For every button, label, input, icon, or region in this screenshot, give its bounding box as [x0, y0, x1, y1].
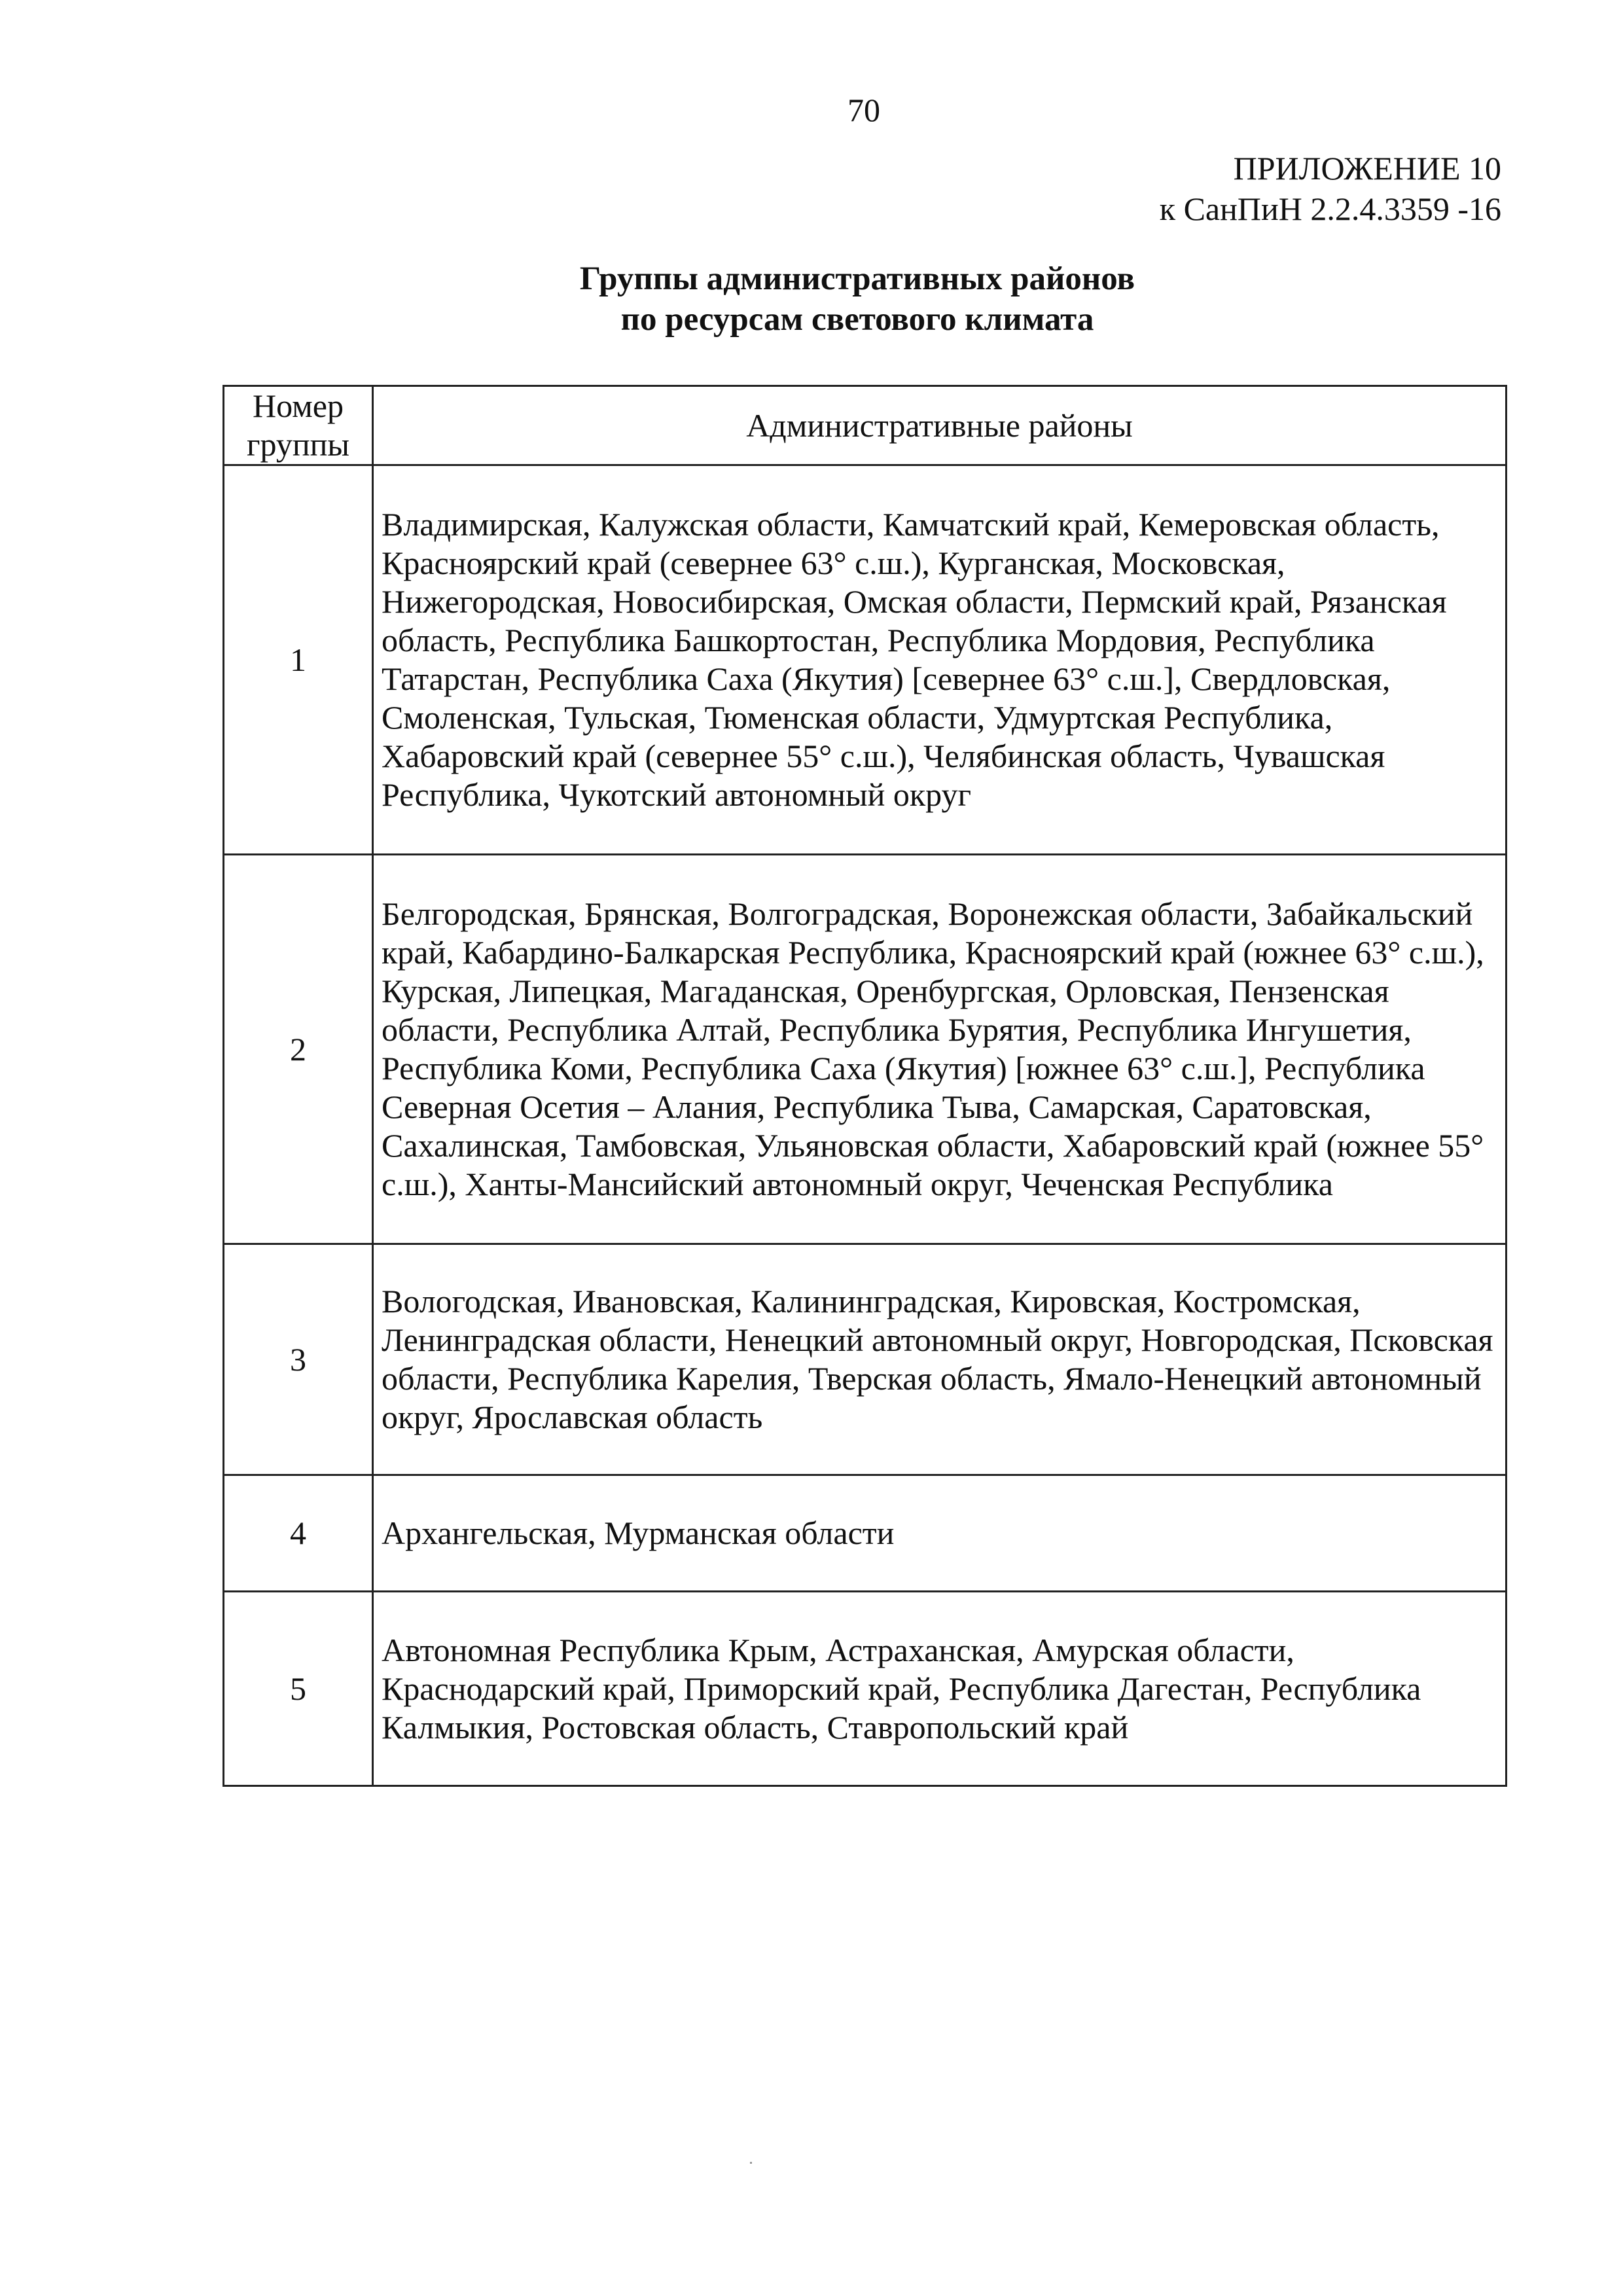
- table-row: [224, 1475, 1507, 1592]
- group-number-cell: 1: [224, 465, 373, 855]
- header-group-number: Номер группы: [224, 386, 373, 465]
- appendix-label: ПРИЛОЖЕНИЕ 10: [1233, 150, 1501, 187]
- appendix-reference: [1160, 148, 1501, 229]
- table-header-row: [224, 386, 1507, 465]
- page-number: 70: [847, 92, 880, 128]
- regions-cell: Белгородская, Брянская, Волгоградская, Воронежская области, Забайкальский край, Кабардино-Балкарская Республика, Красноярский край (южнее 63° с.ш.), Курская, Липецкая, Магаданская, Оренбургская, Орловская, Пензенская области, Республика Алтай, Республика Бурятия, Республика Ингушетия, Республика Коми, Республика Саха (Якутия) [южнее 63° с.ш.], Республика Северная Осетия – Алания, Республика Тыва, Самарская, Саратовская, Сахалинская, Тамбовская, Ульяновская области, Хабаровский край (южнее 55° с.ш.), Ханты-Мансийский автономный округ, Чеченская Республика: [373, 855, 1507, 1244]
- title-line-2: по ресурсам светового климата: [620, 301, 1094, 338]
- regions-cell: Архангельская, Мурманская области: [373, 1475, 1507, 1592]
- regions-cell: Владимирская, Калужская области, Камчатский край, Кемеровская область, Красноярский край (севернее 63° с.ш.), Курганская, Московская, Нижегородская, Новосибирская, Омская области, Пермский край, Рязанская область, Республика Башкортостан, Республика Мордовия, Республика Татарстан, Республика Саха (Якутия) [севернее 63° с.ш.], Свердловская, Смоленская, Тульская, Тюменская области, Удмуртская Республика, Хабаровский край (севернее 55° с.ш.), Челябинская область, Чувашская Республика, Чукотский автономный округ: [373, 465, 1507, 855]
- table-row: [224, 855, 1507, 1244]
- scan-artifact: [750, 2162, 752, 2164]
- title-line-1: Группы административных районов: [579, 260, 1135, 297]
- table-row: [224, 1244, 1507, 1475]
- group-number-cell: 5: [224, 1592, 373, 1786]
- regions-cell: Вологодская, Ивановская, Калининградская, Кировская, Костромская, Ленинградская области, Ненецкий автономный округ, Новгородская, Псковская области, Республика Карелия, Тверская область, Ямало-Ненецкий автономный округ, Ярославская область: [373, 1244, 1507, 1475]
- group-number-cell: 3: [224, 1244, 373, 1475]
- regions-cell: Автономная Республика Крым, Астраханская, Амурская области, Краснодарский край, Приморский край, Республика Дагестан, Республика Калмыкия, Ростовская область, Ставропольский край: [373, 1592, 1507, 1786]
- table-row: [224, 1592, 1507, 1786]
- group-number-cell: 4: [224, 1475, 373, 1592]
- document-title: [452, 259, 1263, 340]
- group-number-cell: 2: [224, 855, 373, 1244]
- sanpin-reference: к СанПиН 2.2.4.3359 -16: [1159, 190, 1501, 227]
- climate-groups-table: [223, 385, 1507, 1787]
- header-regions: Административные районы: [373, 386, 1507, 465]
- table-row: [224, 465, 1507, 855]
